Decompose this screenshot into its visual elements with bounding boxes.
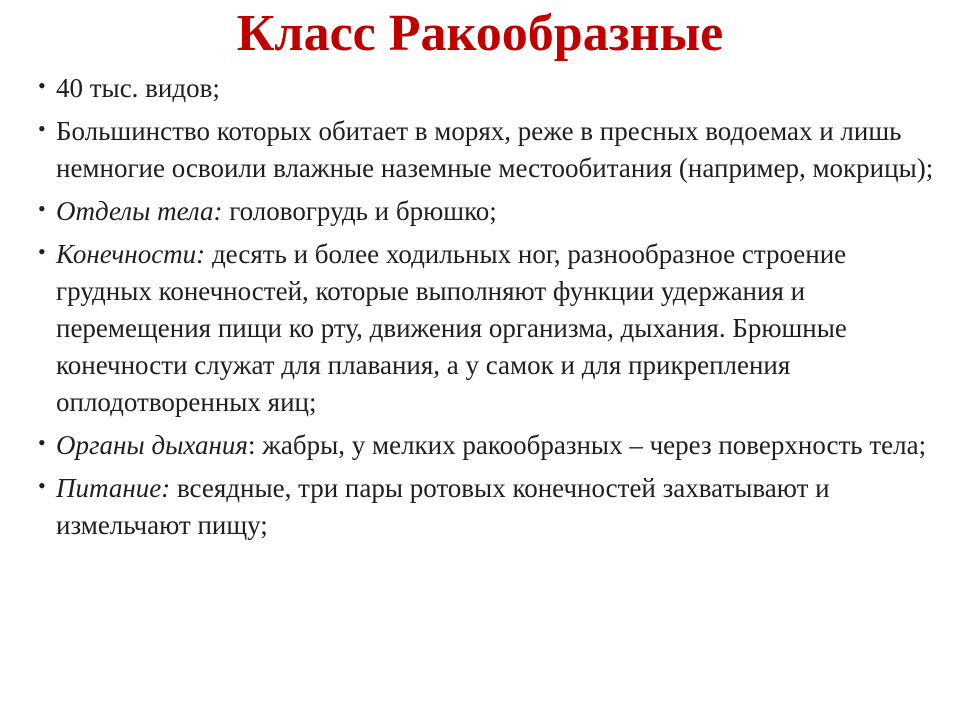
bullet-text: десять и более ходильных ног, разнообразное строение грудных конечностей, которые выполняют функции удержания и перемещения пищи ко рту, движения организма, дыхания. Брюшные конечности служат для плавания, а у самок и для прикрепления оплодотворенных яиц; [56,239,847,417]
bullet-marker: • [38,473,46,498]
bullet-marker: • [38,430,46,455]
bullet-item-respiration [38,427,938,464]
bullet-italic-lead: Отделы тела: [56,196,223,226]
bullet-list [38,70,938,550]
bullet-marker: • [38,116,46,141]
bullet-text: Большинство которых обитает в морях, реже в пресных водоемах и лишь немногие освоили влажные наземные местообитания (например, мокрицы); [56,116,934,183]
bullet-italic-lead: Питание: [56,473,171,503]
bullet-marker: • [38,239,46,264]
bullet-text: : жабры, у мелких ракообразных – через поверхность тела; [247,430,927,460]
bullet-item-habitat [38,113,938,187]
bullet-italic-lead: Конечности: [56,239,206,269]
bullet-marker: • [38,196,46,221]
bullet-marker: • [38,73,46,98]
bullet-text: всеядные, три пары ротовых конечностей захватывают и измельчают пищу; [56,473,830,540]
bullet-text: 40 тыс. видов; [56,73,220,103]
bullet-item-nutrition [38,470,938,544]
bullet-item-limbs [38,236,938,421]
bullet-item-species-count [38,70,938,107]
bullet-italic-lead: Органы дыхания [56,430,248,460]
bullet-text: головогрудь и брюшко; [222,196,497,226]
bullet-item-body-sections [38,193,938,230]
slide-title: Класс Ракообразные [236,5,724,62]
